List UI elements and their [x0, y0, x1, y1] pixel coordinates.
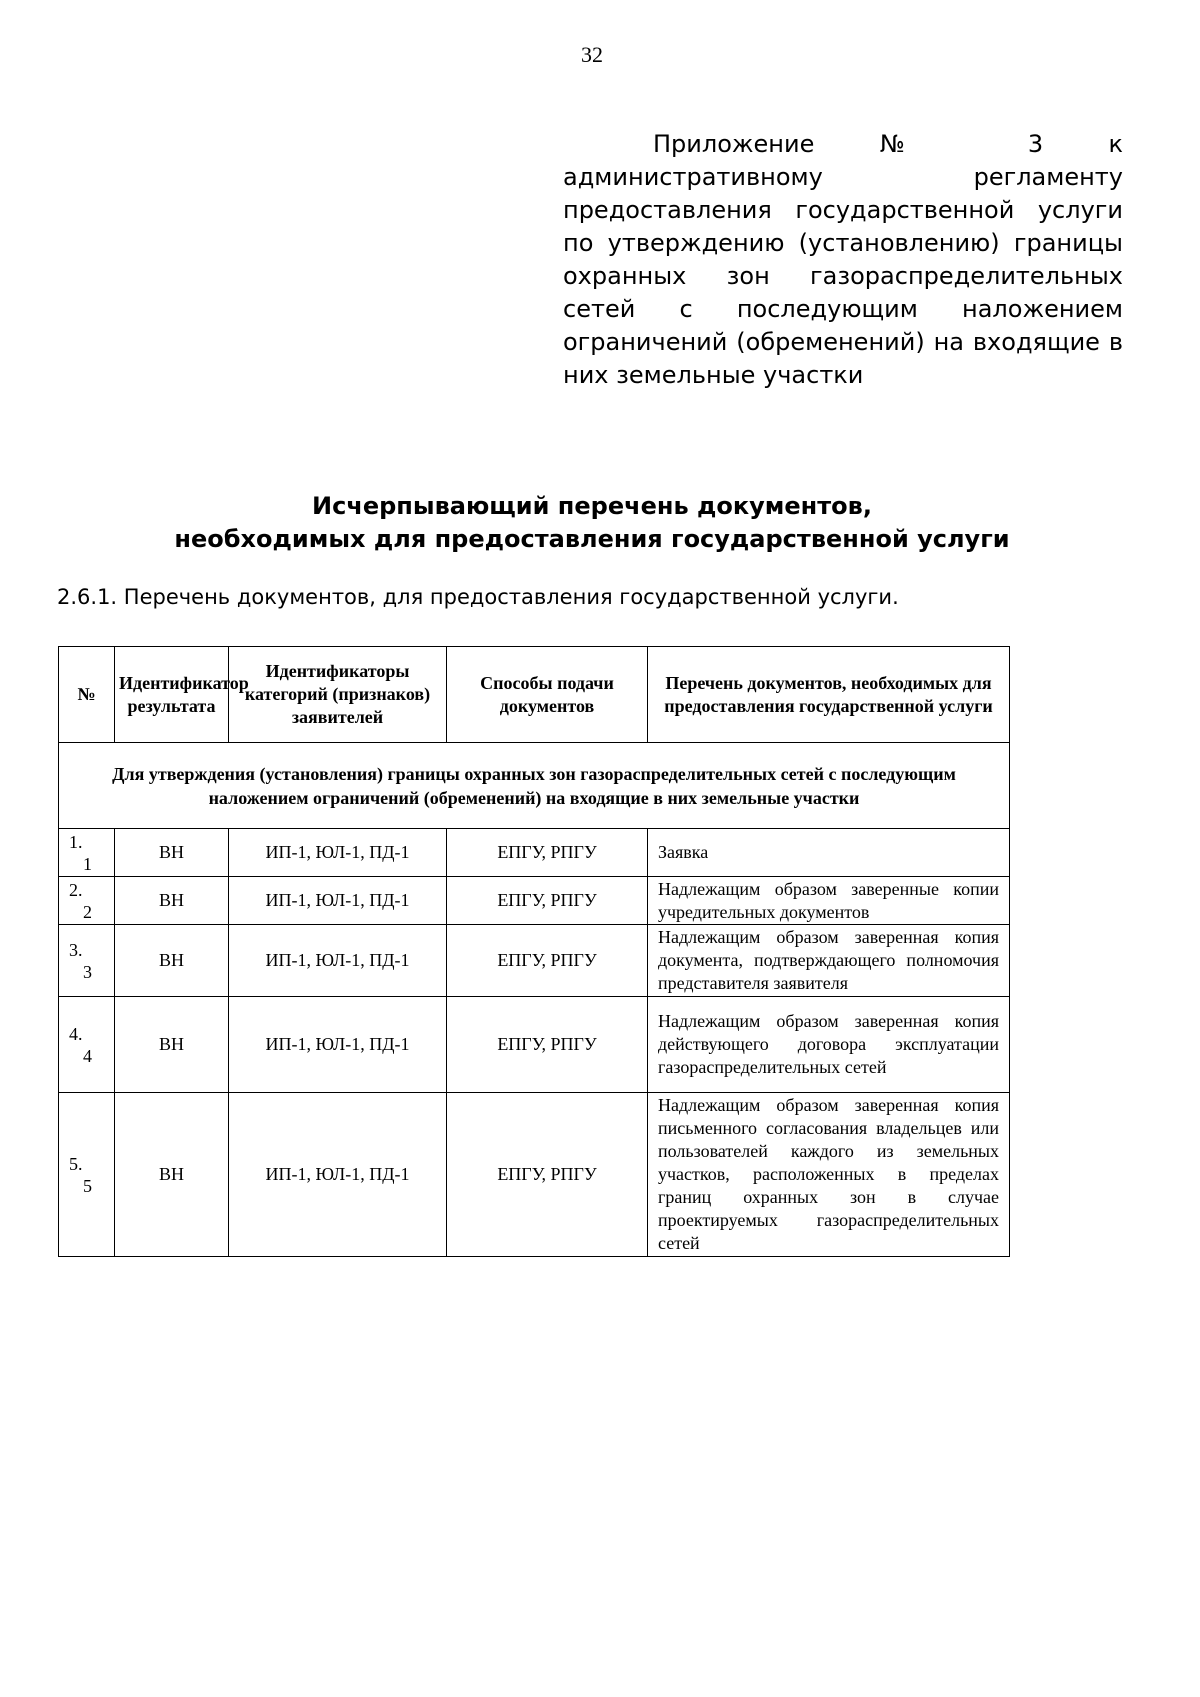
header-methods: Способы подачи документов [447, 647, 648, 743]
row-categories: ИП-1, ЮЛ-1, ПД-1 [229, 829, 447, 877]
document-title [0, 490, 1184, 556]
row-result-id: ВН [115, 877, 229, 925]
title-line-1: Исчерпывающий перечень документов, [312, 492, 872, 520]
row-number [59, 997, 115, 1093]
row-number [59, 925, 115, 997]
row-document: Надлежащим образом заверенная копия действующего договора эксплуатации газораспределительных сетей [648, 997, 1010, 1093]
row-number [59, 877, 115, 925]
row-result-id: ВН [115, 997, 229, 1093]
row-number-b: 4 [83, 1045, 92, 1066]
header-docs: Перечень документов, необходимых для предоставления государственной услуги [648, 647, 1010, 743]
table-row [59, 1093, 1010, 1257]
row-number-b: 5 [83, 1175, 92, 1196]
row-document: Надлежащим образом заверенная копия документа, подтверждающего полномочия представителя заявителя [648, 925, 1010, 997]
header-num: № [59, 647, 115, 743]
row-number [59, 829, 115, 877]
row-categories: ИП-1, ЮЛ-1, ПД-1 [229, 925, 447, 997]
row-number-a: 3. [69, 939, 83, 960]
row-methods: ЕПГУ, РПГУ [447, 1093, 648, 1257]
row-categories: ИП-1, ЮЛ-1, ПД-1 [229, 1093, 447, 1257]
row-methods: ЕПГУ, РПГУ [447, 829, 648, 877]
row-document: Надлежащим образом заверенная копия письменного согласования владельцев или пользователей каждого из земельных участков, расположенных в пределах границ охранных зон в случае проектируемых газораспределительных сетей [648, 1093, 1010, 1257]
row-number-a: 2. [69, 879, 83, 900]
row-result-id: ВН [115, 1093, 229, 1257]
table-row [59, 829, 1010, 877]
table-row [59, 997, 1010, 1093]
row-result-id: ВН [115, 925, 229, 997]
table-header-row [59, 647, 1010, 743]
header-category-ids: Идентификаторы категорий (признаков) заявителей [229, 647, 447, 743]
documents-table [58, 646, 1010, 1257]
row-categories: ИП-1, ЮЛ-1, ПД-1 [229, 997, 447, 1093]
group-title: Для утверждения (установления) границы охранных зон газораспределительных сетей с последующим наложением ограничений (обременений) на входящие в них земельные участки [59, 743, 1010, 829]
row-document: Надлежащим образом заверенные копии учредительных документов [648, 877, 1010, 925]
row-methods: ЕПГУ, РПГУ [447, 997, 648, 1093]
row-number [59, 1093, 115, 1257]
row-number-b: 1 [83, 853, 92, 874]
group-title-row [59, 743, 1010, 829]
table-row [59, 877, 1010, 925]
appendix-note: Приложение № 3 к административному регламенту предоставления государственной услуги по утверждению (установлению) границы охранных зон газораспределительных сетей с последующим наложением ограничений (обременений) на входящие в них земельные участки [563, 130, 1123, 389]
row-number-b: 3 [83, 961, 92, 982]
table-row [59, 925, 1010, 997]
header-result-id: Идентификатор результата [115, 647, 229, 743]
row-methods: ЕПГУ, РПГУ [447, 877, 648, 925]
page-number: 32 [581, 42, 603, 67]
row-document: Заявка [648, 829, 1010, 877]
row-result-id: ВН [115, 829, 229, 877]
row-number-a: 5. [69, 1153, 83, 1174]
row-number-a: 4. [69, 1023, 83, 1044]
row-methods: ЕПГУ, РПГУ [447, 925, 648, 997]
row-categories: ИП-1, ЮЛ-1, ПД-1 [229, 877, 447, 925]
title-line-2: необходимых для предоставления государственной услуги [174, 525, 1010, 553]
row-number-b: 2 [83, 901, 92, 922]
section-heading: 2.6.1. Перечень документов, для предоставления государственной услуги. [57, 585, 899, 609]
row-number-a: 1. [69, 831, 83, 852]
